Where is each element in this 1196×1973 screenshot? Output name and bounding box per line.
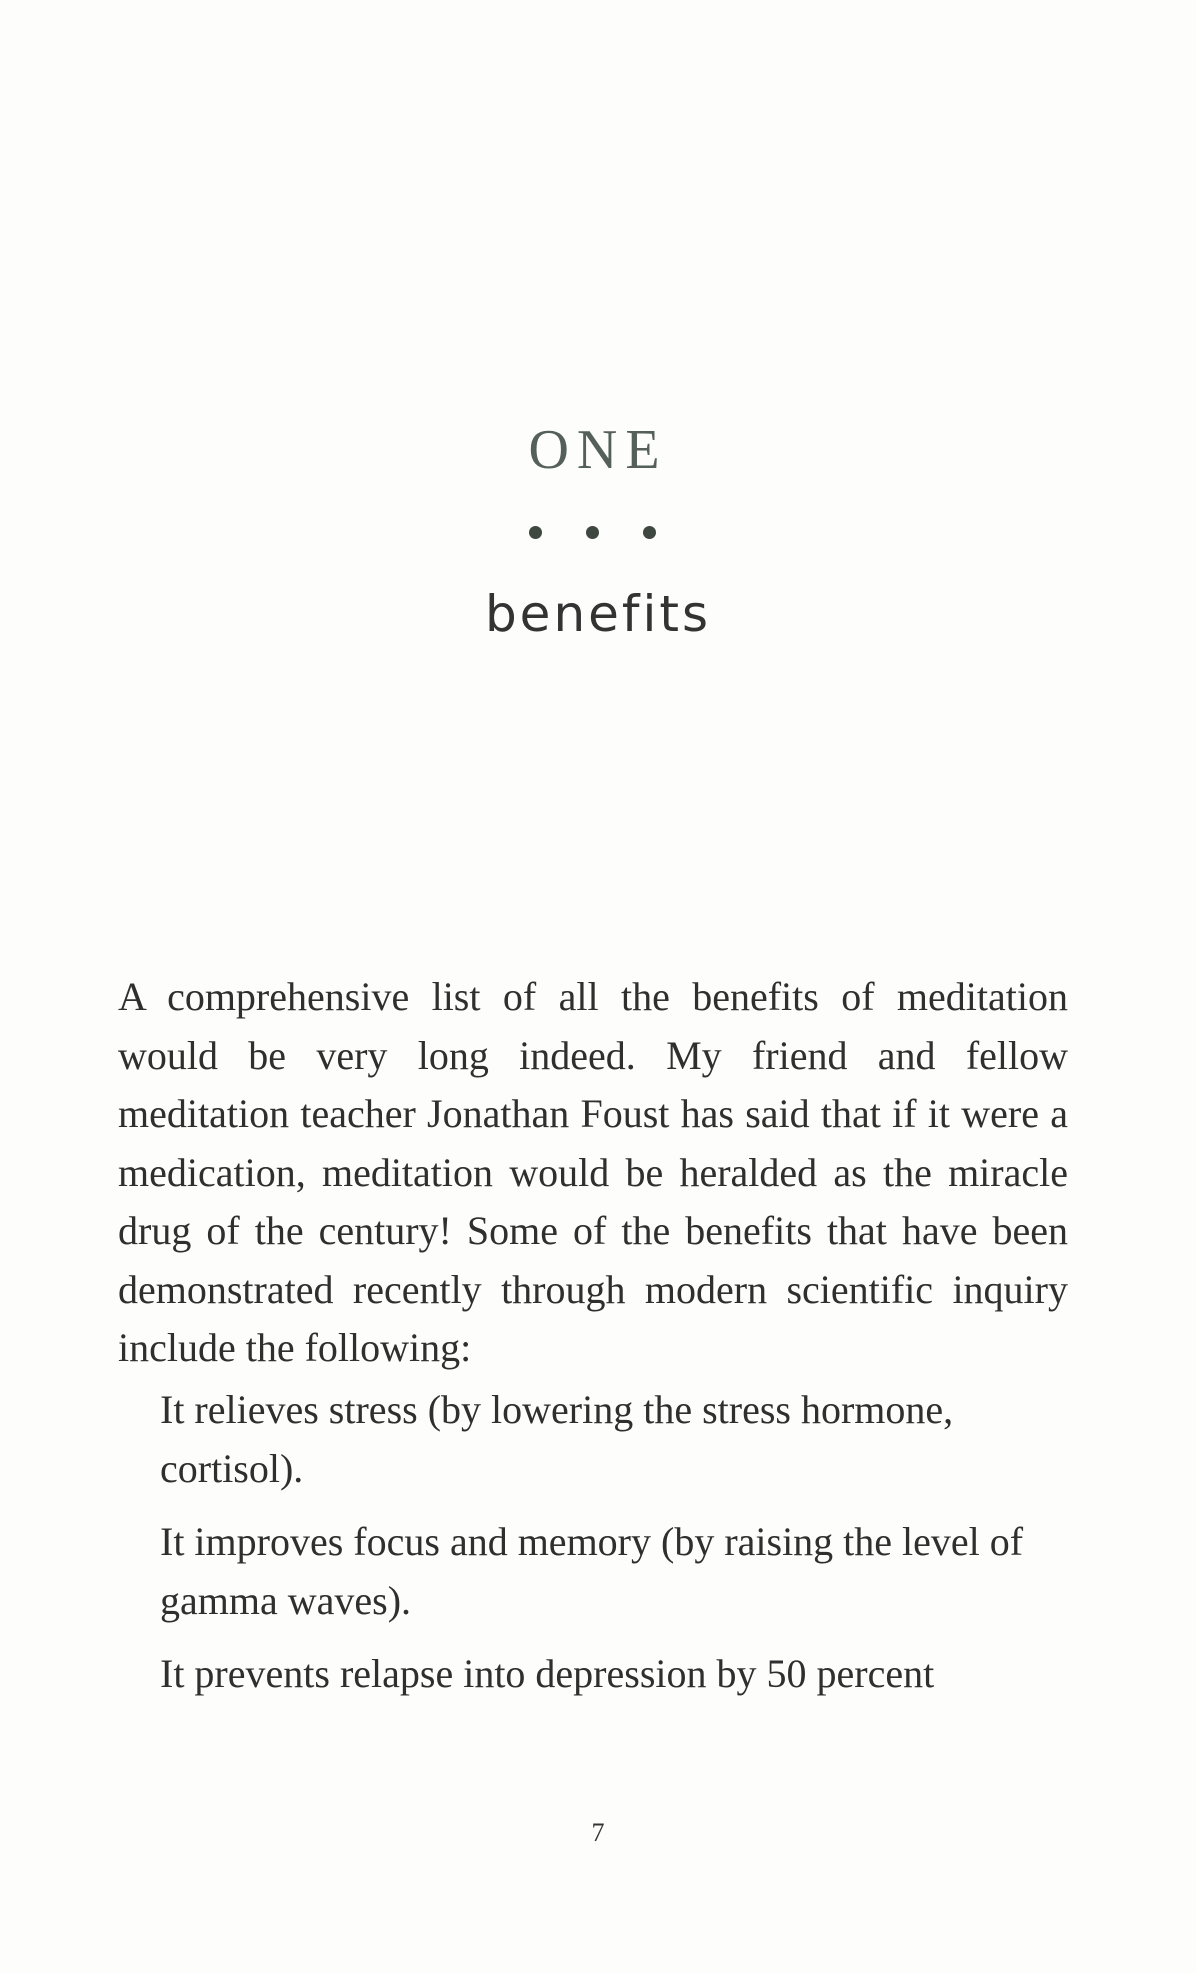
chapter-number: ONE [528,419,668,481]
ornament-dot [586,526,599,539]
benefits-list [160,1380,1060,1717]
chapter-title: benefits [484,585,712,643]
list-item: It prevents relapse into depression by 50 percent [160,1651,935,1696]
ornament-dots [520,526,670,546]
list-item: It relieves stress (by lowering the stress hormone, cortisol). [160,1387,954,1491]
ornament-dot [529,526,542,539]
ornament-dot [643,526,656,539]
list-item: It improves focus and memory (by raising the level of gamma waves). [160,1519,1024,1623]
page-number: 7 [591,1818,605,1847]
body-paragraph: A comprehensive list of all the benefits of meditation would be very long indeed. My friend and fellow meditation teacher Jonathan Foust has said that if it were a medication, meditation would be heralded as the miracle drug of the century! Some of the benefits that have been demonstrated recently through modern scientific inquiry include the following: [118,974,1068,1370]
